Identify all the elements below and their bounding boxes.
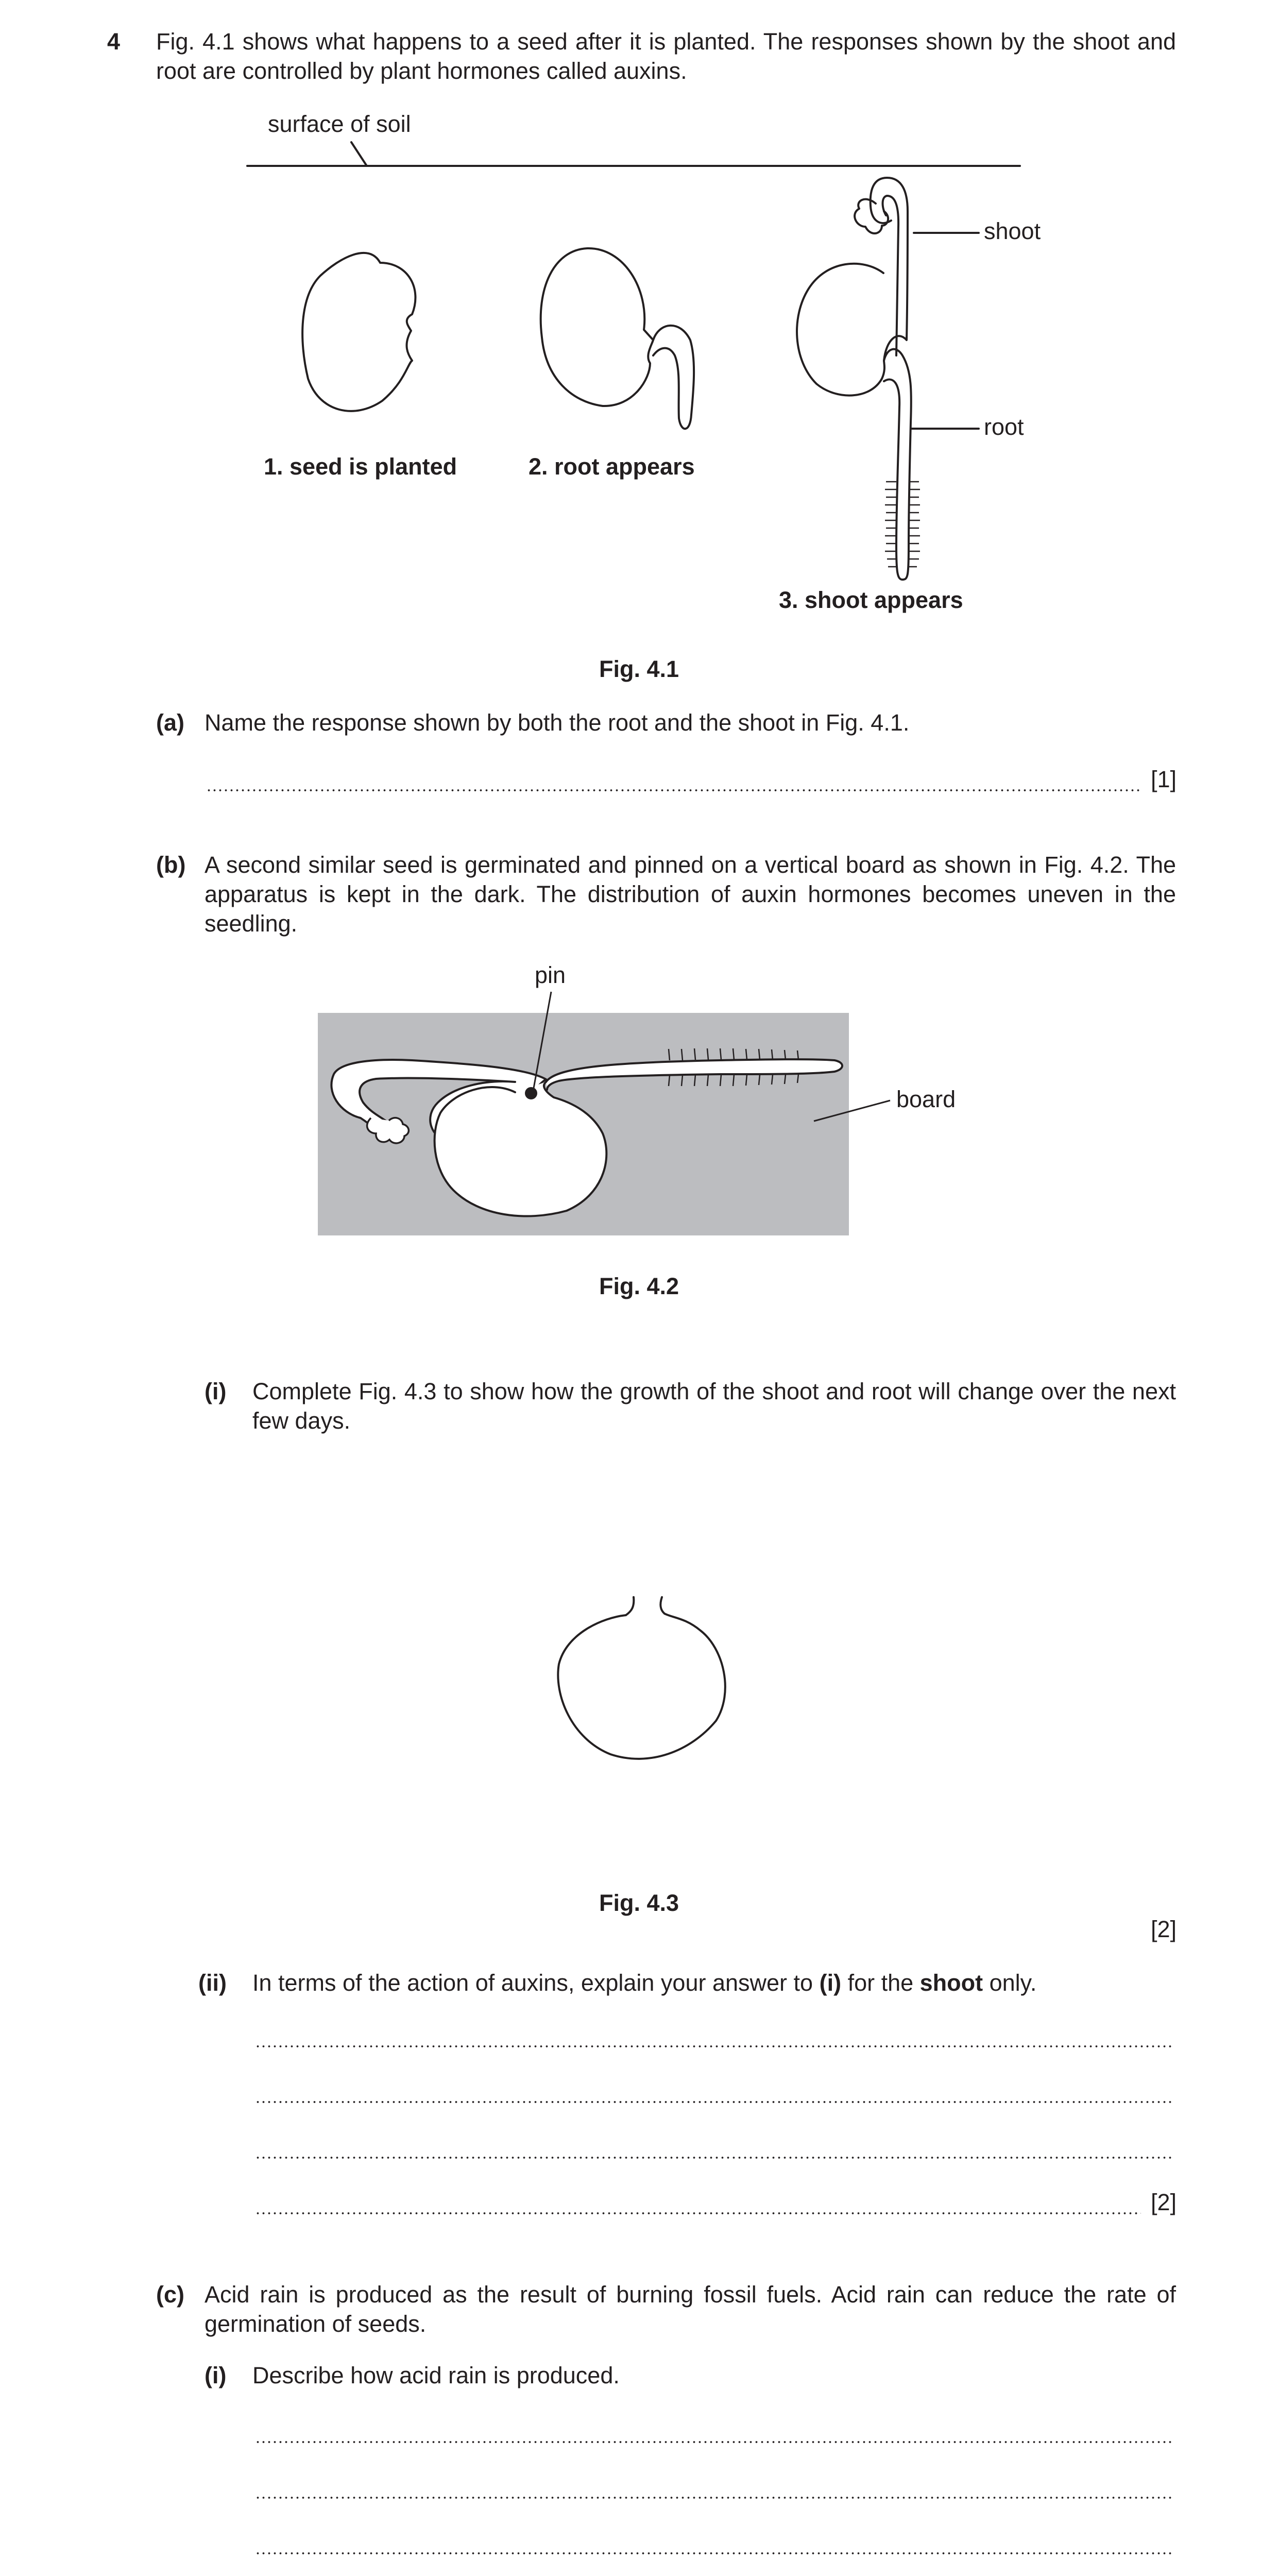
part-a-label: (a) <box>156 709 184 736</box>
soil-surface-label: surface of soil <box>268 111 411 137</box>
part-b-ii-text-before: In terms of the action of auxins, explain your answer to <box>252 1970 820 1996</box>
part-c-i-question: Describe how acid rain is produced. <box>252 2362 620 2388</box>
part-b-label: (b) <box>156 852 186 878</box>
part-b-ii-text-bold: shoot <box>919 1970 983 1996</box>
part-b-i-label: (i) <box>205 1378 227 1404</box>
part-c-i-label: (i) <box>205 2362 227 2388</box>
part-b-ii-answer-line-2[interactable] <box>255 2101 1174 2103</box>
part-b-ii-answer-line-3[interactable] <box>255 2157 1174 2159</box>
fig-4-3-seed-stub-right <box>660 1597 664 1614</box>
part-c-i-answer-line-1[interactable] <box>255 2441 1174 2443</box>
part-a-question: Name the response shown by both the root and the shoot in Fig. 4.1. <box>205 709 910 736</box>
part-b-ii-text-ref: (i) <box>819 1970 842 1996</box>
root-label: root <box>984 414 1024 440</box>
part-b-question: A second similar seed is germinated and pinned on a vertical board as shown in Fig. 4.2. The apparatus is kept in the dark. The distribution of auxin hormones becomes uneven in the seedling. <box>205 852 1176 937</box>
part-b-i-marks: [2] <box>1150 1916 1177 1942</box>
question-intro: Fig. 4.1 shows what happens to a seed after it is planted. The responses shown by the shoot and root are controlled by plant hormones called auxins. <box>156 28 1176 84</box>
fig-4-3-seed <box>558 1614 725 1759</box>
fig-4-2-caption: Fig. 4.2 <box>599 1273 679 1299</box>
part-b-ii-answer-line-4[interactable] <box>255 2212 1141 2214</box>
part-b-ii-answer-line-1[interactable] <box>255 2045 1174 2047</box>
part-c-i-answer-line-3[interactable] <box>255 2552 1174 2554</box>
shoot-label: shoot <box>984 218 1041 244</box>
part-c-i-answer-line-2[interactable] <box>255 2497 1174 2499</box>
part-b-ii-label: (ii) <box>198 1970 227 1996</box>
stage-2-label: 2. root appears <box>529 453 695 480</box>
part-a-marks: [1] <box>1150 766 1177 792</box>
question-number: 4 <box>107 28 121 55</box>
fig-4-3-caption: Fig. 4.3 <box>599 1890 679 1916</box>
part-b-ii-text-after: only. <box>983 1970 1037 1996</box>
pin-label: pin <box>535 962 566 988</box>
fig-4-1-caption: Fig. 4.1 <box>599 656 679 682</box>
board-label: board <box>896 1086 956 1112</box>
stage-1-label: 1. seed is planted <box>264 453 457 480</box>
fig-4-3-seed-stub-left <box>626 1597 634 1615</box>
part-c-question: Acid rain is produced as the result of burning fossil fuels. Acid rain can reduce the rate of germination of seeds. <box>205 2281 1176 2337</box>
stage-3-label: 3. shoot appears <box>779 587 963 613</box>
part-b-ii-marks: [2] <box>1150 2189 1177 2215</box>
part-c-label: (c) <box>156 2281 184 2308</box>
part-b-i-question: Complete Fig. 4.3 to show how the growth of the shoot and root will change over the next few days. <box>252 1378 1176 1434</box>
part-b-ii-question <box>252 1968 1036 1997</box>
part-b-ii-text-mid: for the <box>841 1970 920 1996</box>
